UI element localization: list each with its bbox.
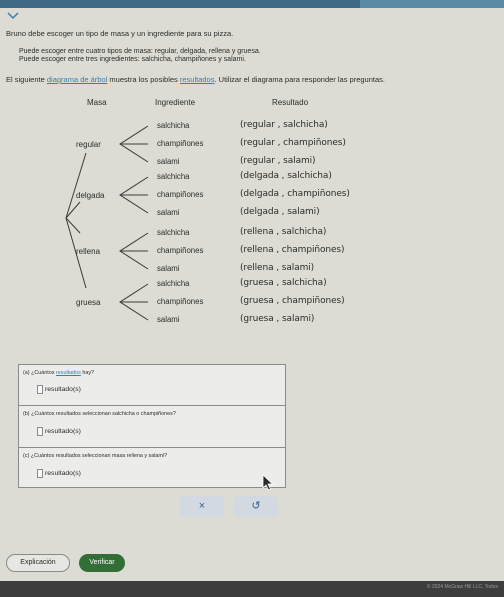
- question-b-text: (b) ¿Cuántos resultados seleccionan salchicha o champiñones?: [23, 411, 176, 417]
- undo-button[interactable]: [234, 496, 278, 517]
- tree-node-masa: delgada: [76, 191, 105, 200]
- masa-options-text: Puede escoger entre cuatro tipos de masa: regular, delgada, rellena y gruesa.: [19, 48, 261, 55]
- answer-b-unit: resultado(s): [45, 428, 81, 435]
- tree-result: (regular , salchicha): [240, 120, 328, 130]
- tree-leaf-ingrediente: champiñones: [157, 139, 204, 148]
- tree-result: (gruesa , salami): [240, 314, 315, 324]
- tree-node-masa: rellena: [76, 247, 101, 256]
- tree-result: (rellena , salami): [240, 263, 315, 273]
- ingredient-options-text: Puede escoger entre tres ingredientes: salchicha, champiñones y salami.: [19, 56, 246, 63]
- question-a-post: hay?: [80, 370, 95, 376]
- mouse-cursor-icon: [262, 474, 274, 491]
- tree-leaf-ingrediente: champiñones: [157, 246, 204, 255]
- problem-intro: Bruno debe escoger un tipo de masa y un ingrediente para su pizza.: [6, 29, 234, 38]
- clear-button[interactable]: [180, 496, 224, 517]
- tree-leaf-ingrediente: salami: [157, 264, 180, 273]
- questions-panel: [18, 364, 286, 488]
- results-link[interactable]: resultados: [179, 75, 215, 84]
- tree-result: (regular , champiñones): [240, 138, 346, 148]
- tree-result: (rellena , champiñones): [240, 245, 345, 255]
- copyright: © 2024 McGraw Hill LLC. Todos: [426, 584, 498, 590]
- answer-c-input[interactable]: [37, 469, 43, 478]
- tree-leaf-ingrediente: champiñones: [157, 190, 204, 199]
- tree-diagram-link[interactable]: diagrama de árbol: [46, 75, 108, 84]
- undo-icon: ↺: [251, 500, 261, 512]
- tree-result: (delgada , salami): [240, 207, 320, 217]
- question-c: [19, 447, 285, 487]
- tree-leaf-ingrediente: salami: [157, 157, 180, 166]
- tree-result: (gruesa , salchicha): [240, 278, 327, 288]
- question-c-text: (c) ¿Cuántos resultados seleccionan masa rellena y salami?: [23, 453, 168, 459]
- answer-b-input[interactable]: [37, 427, 43, 436]
- answer-a-unit: resultado(s): [45, 386, 81, 393]
- instructions-mid: muestra los posibles: [107, 75, 180, 84]
- question-a: [19, 365, 285, 405]
- close-icon: ×: [198, 500, 206, 512]
- question-a-pre: (a) ¿Cuántos: [23, 370, 56, 376]
- tree-leaf-ingrediente: salchicha: [157, 279, 190, 288]
- tree-node-masa: regular: [76, 140, 101, 149]
- tree-result: (regular , salami): [240, 156, 316, 166]
- explanation-button[interactable]: Explicación: [6, 554, 70, 572]
- question-a-text: [23, 370, 94, 376]
- tree-leaf-ingrediente: salami: [157, 208, 180, 217]
- answer-c-unit: resultado(s): [45, 470, 81, 477]
- tree-leaf-ingrediente: salchicha: [157, 228, 190, 237]
- tree-result: (rellena , salchicha): [240, 227, 327, 237]
- tree-leaf-ingrediente: champiñones: [157, 297, 204, 306]
- tree-node-masa: gruesa: [76, 298, 101, 307]
- question-b: [19, 405, 285, 447]
- instructions-pre: El siguiente: [6, 75, 47, 84]
- results-link[interactable]: resultados: [55, 370, 81, 376]
- answer-a-input[interactable]: [37, 385, 43, 394]
- header-resultado: Resultado: [272, 98, 309, 107]
- tree-leaf-ingrediente: salami: [157, 315, 180, 324]
- verify-button[interactable]: Verificar: [79, 554, 125, 572]
- header-masa: Masa: [87, 98, 107, 107]
- tree-result: (delgada , salchicha): [240, 171, 332, 181]
- instructions-post: . Utilizar el diagrama para responder las preguntas.: [214, 75, 385, 84]
- header-ingrediente: Ingrediente: [155, 98, 196, 107]
- tree-result: (delgada , champiñones): [240, 189, 350, 199]
- tree-result: (gruesa , champiñones): [240, 296, 345, 306]
- tree-leaf-ingrediente: salchicha: [157, 172, 190, 181]
- tree-leaf-ingrediente: salchicha: [157, 121, 190, 130]
